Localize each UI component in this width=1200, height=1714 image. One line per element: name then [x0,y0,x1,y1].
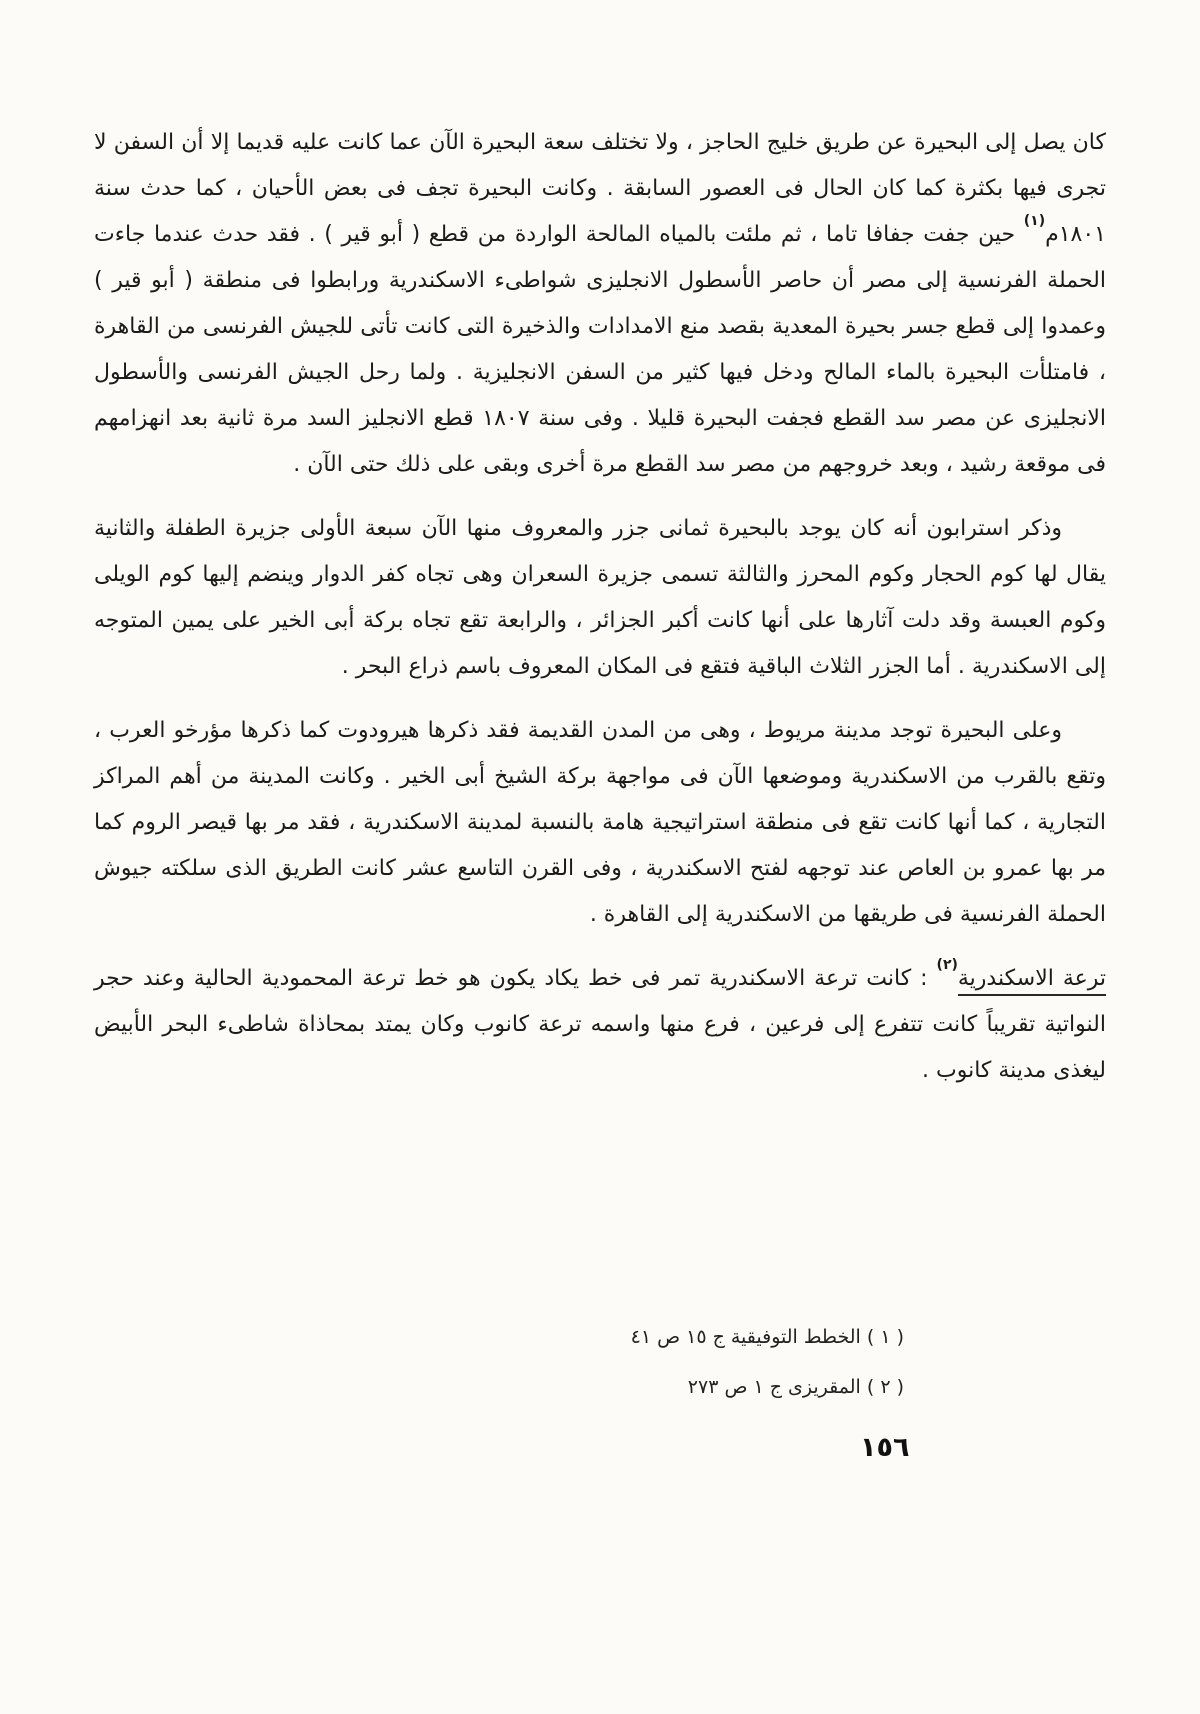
main-text-block [94,120,1106,1112]
footnotes-block [484,1312,904,1412]
paragraph-alexandria-canal [94,956,1106,1094]
paragraph-text: حين جفت جفافا تاما ، ثم ملئت بالمياه المالحة الواردة من قطع ( أبو قير ) . فقد حدث عندما جاءت الحملة الفرنسية إلى مصر أن حاصر الأسطول الانجليزى شواطىء الاسكندرية ورابطوا فى منطقة ( أبو قير ) وعمدوا إلى قطع جسر بحيرة المعدية بقصد منع الامدادات والذخيرة التى كانت تأتى للجيش الفرنسى من القاهرة ، فامتلأت البحيرة بالماء المالح ودخل فيها كثير من السفن الانجليزية . ولما رحل الجيش الفرنسى والأسطول الانجليزى عن مصر سد القطع فجفت البحيرة قليلا . وفى سنة ١٨٠٧ قطع الانجليز السد مرة ثانية بعد انهزامهم فى موقعة رشيد ، وبعد خروجهم من مصر سد القطع مرة أخرى وبقى على ذلك حتى الآن . [94,222,1106,477]
footnote-marker-2: (٢) [936,956,958,973]
page-number: ١٥٦ [860,1432,910,1463]
canal-text: كانت ترعة الاسكندرية تمر فى خط يكاد يكون هو خط ترعة المحمودية الحالية وعند حجر النواتية تقريباً كانت تتفرع إلى فرعين ، فرع منها واسمه ترعة كانوب وكان يمتد بمحاذاة شاطىء البحر الأبيض ليغذى مدينة كانوب . [94,966,1106,1083]
paragraph-lake-history [94,120,1106,488]
paragraph-strabo-islands: وذكر استرابون أنه كان يوجد بالبحيرة ثمانى جزر والمعروف منها الآن سبعة الأولى جزيرة الطفلة والثانية يقال لها كوم الحجار وكوم المحرز والثالثة تسمى جزيرة السعران وهى تجاه كفر الدوار وينضم إليها كوم الويلى وكوم العبسة وقد دلت آثارها على أنها كانت أكبر الجزائر ، والرابعة تقع تجاه بركة أبى الخير على يمين المتوجه إلى الاسكندرية . أما الجزر الثلاث الباقية فتقع فى المكان المعروف باسم ذراع البحر . [94,516,1106,679]
paragraph-text: كان يصل إلى البحيرة عن طريق خليج الحاجز ، ولا تختلف سعة البحيرة الآن عما كانت عليه قديما إلا أن السفن لا تجرى فيها بكثرة كما كان الحال فى العصور السابقة . وكانت البحيرة تجف فى بعض الأحيان ، كما حدث سنة ١٨٠١م [94,130,1106,247]
footnote-2: ( ٢ ) المقريزى ج ١ ص ٢٧٣ [687,1376,904,1398]
footnote-marker-1: (١) [1023,212,1046,229]
canal-colon: : [911,966,937,991]
footnote-1: ( ١ ) الخطط التوفيقية ج ١٥ ص ٤١ [630,1326,904,1348]
canal-term-underlined: ترعة الاسكندرية [958,966,1106,996]
paragraph-mariout-city: وعلى البحيرة توجد مدينة مريوط ، وهى من المدن القديمة فقد ذكرها هيرودوت كما ذكرها مؤرخو العرب ، وتقع بالقرب من الاسكندرية وموضعها الآن فى مواجهة بركة الشيخ أبى الخير . وكانت المدينة من أهم المراكز التجارية ، كما أنها كانت تقع فى منطقة استراتيجية هامة بالنسبة لمدينة الاسكندرية ، فقد مر بها قيصر الروم كما مر بها عمرو بن العاص عند توجهه لفتح الاسكندرية ، وفى القرن التاسع عشر كانت الطريق الذى سلكته جيوش الحملة الفرنسية فى طريقها من الاسكندرية إلى القاهرة . [94,718,1106,927]
